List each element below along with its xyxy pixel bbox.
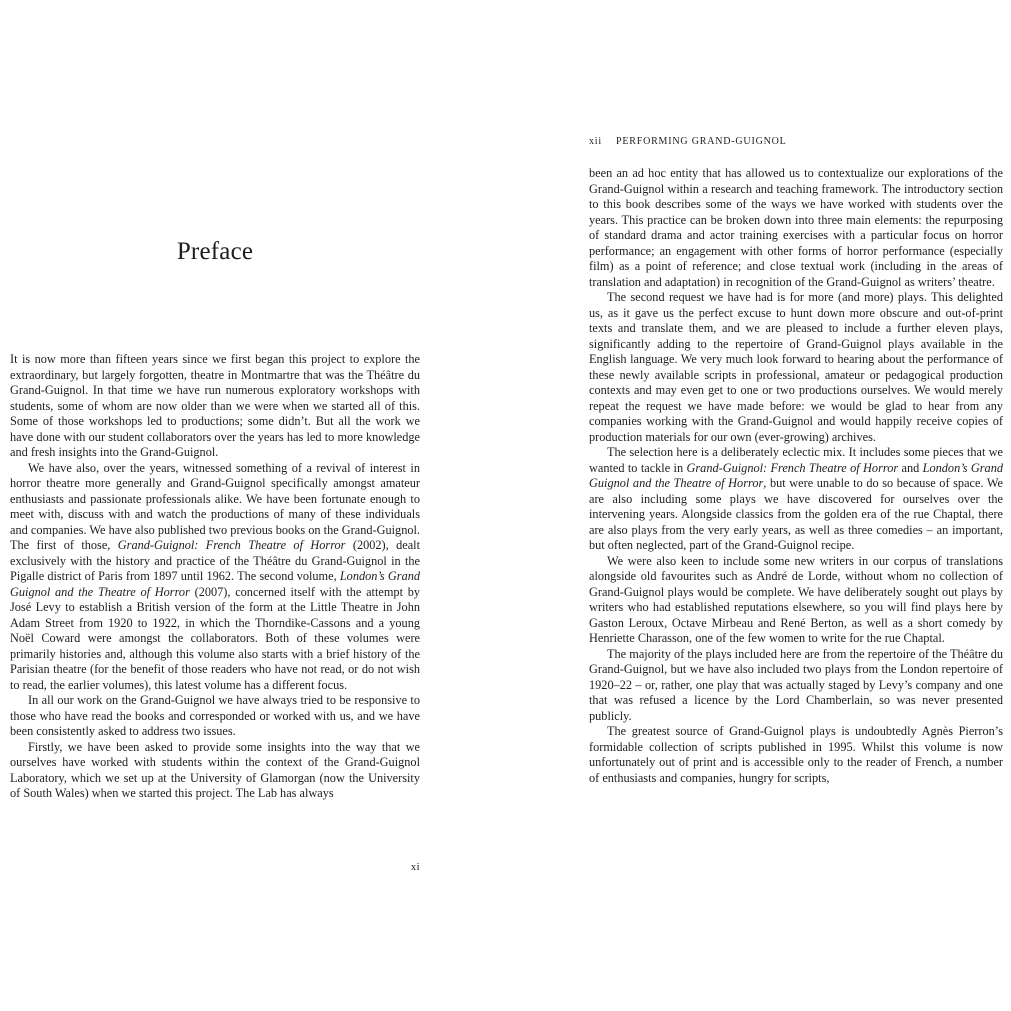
running-header	[589, 136, 787, 147]
italic-title: Grand-Guignol: French Theatre of Horror	[686, 460, 899, 475]
italic-title: London’s Grand Guignol and the Theatre of Horror	[10, 569, 421, 599]
italic-title: Grand-Guignol: French Theatre of Horror	[117, 538, 346, 552]
page-number: xii	[589, 136, 602, 147]
paragraph: We were also keen to include some new writers in our corpus of translations alongside old favourites such as André de Lorde, without whom no collection of Grand-Guignol plays would be complete. We have deliberately sought out plays by writers who had established reputations elsewhere, so you will find plays here by Gaston Leroux, Octave Mirbeau and René Berton, as well as a short comedy by Henriette Charasson, one of the few women to write for the rue Chaptal.	[589, 553, 1003, 645]
paragraph: In all our work on the Grand-Guignol we have always tried to be responsive to those who have read the books and corresponded or worked with us, and we have been consistently asked to address two issues.	[10, 693, 420, 738]
running-head-title: PERFORMING GRAND-GUIGNOL	[615, 136, 787, 147]
paragraph: The greatest source of Grand-Guignol plays is undoubtedly Agnès Pierron’s formidable collection of scripts published in 1995. Whilst this volume is now unfortunately out of print and is accessible only to the reader of French, a number of enthusiasts and companies, hungry for scripts,	[589, 724, 1003, 785]
paragraph: been an ad hoc entity that has allowed us to contextualize our explorations of the Grand-Guignol within a research and teaching framework. The introductory section to this book describes some of the ways we have worked with students over the years. This practice can be broken down into three main elements: the repurposing of standard drama and actor training exercises with a particular focus on horror performance; an engagement with other forms of horror performance (especially film) as a point of reference; and close textual work (including in the areas of translation and adaptation) in recognition of the Grand-Guignol as writers’ theatre.	[589, 166, 1003, 289]
chapter-title: Preface	[176, 238, 254, 265]
left-page	[0, 0, 505, 1011]
paragraph: The second request we have had is for more (and more) plays. This delighted us, as it gave us the perfect excuse to hunt down more obscure and out-of-print texts and translate them, and we are pleased to include a further eleven plays, significantly adding to the repertoire of Grand-Guignol plays available in the English language. We very much look forward to hearing about the performance of these newly available scripts in professional, amateur or pedagogical production contexts and may even get to one or two productions ourselves. We would merely repeat the request we have made before: we would be glad to hear from any companies working with the Grand-Guignol and would happily receive copies of production materials for our own (ever-growing) archives.	[589, 290, 1003, 444]
italic-title: London’s Grand Guignol and the Theatre of Horror	[589, 460, 1004, 490]
left-body-text	[10, 352, 420, 802]
paragraph: The majority of the plays included here are from the repertoire of the Théâtre du Grand-Guignol, but we have also included two plays from the London repertoire of 1920–22 – or, rather, one play that was actually staged by Levy’s company and one that was refused a licence by the Lord Chamberlain, so was never presented publicly.	[589, 646, 1003, 723]
paragraph: Firstly, we have been asked to provide some insights into the way that we ourselves have worked with students within the context of the Grand-Guignol Laboratory, which we set up at the University of Glamorgan (now the University of South Wales) when we started this project. The Lab has always	[10, 739, 420, 800]
right-body-text	[589, 166, 1003, 786]
paragraph: It is now more than fifteen years since we first began this project to explore the extraordinary, but largely forgotten, theatre in Montmartre that was the Théâtre du Grand-Guignol. In that time we have run numerous exploratory workshops with students, some of whom are now older than we were when we started all of this. Some of those workshops led to productions; some didn’t. But all the work we have done with our student collaborators over the years has led to more knowledge and fresh insights into the Grand-Guignol.	[10, 352, 420, 459]
right-page	[505, 0, 1011, 1011]
paragraph: We have also, over the years, witnessed something of a revival of interest in horror theatre more generally and Grand-Guignol specifically amongst amateur enthusiasts and passionate professionals alike. We have been fortunate enough to meet with, discuss with and watch the productions of many of these individuals and companies. We have also published two previous books on the Grand-Guignol. The first of those, Grand-Guignol: French Theatre of Horror (2002), dealt exclusively with the history and practice of the Théâtre du Grand-Guignol in the Pigalle district of Paris from 1897 until 1962. The second volume, London’s Grand Guignol and the Theatre of Horror (2007), concerned itself with the attempt by José Levy to establish a British version of the form at the Little Theatre in John Adam Street from 1920 to 1922, in which the Thorndike-Cassons and a young Noël Coward were amongst the collaborators. Both of these volumes were primarily histories and, although this volume also starts with a brief history of the Parisian theatre (for the benefit of those readers who have not read, or do not wish to read, the earlier volumes), this latest volume has a different focus.	[10, 460, 421, 692]
page-number: xi	[410, 862, 420, 873]
paragraph: The selection here is a deliberately eclectic mix. It includes some pieces that we wanted to tackle in Grand-Guignol: French Theatre of Horror and London’s Grand Guignol and the Theatre of Horror, but were unable to do so because of space. We are also including some plays we have discovered for ourselves over the intervening years. Alongside classics from the golden era of the rue Chaptal, there are also plays from the very early years, as well as three comedies – an important, but often neglected, part of the Grand-Guignol recipe.	[589, 445, 1004, 552]
